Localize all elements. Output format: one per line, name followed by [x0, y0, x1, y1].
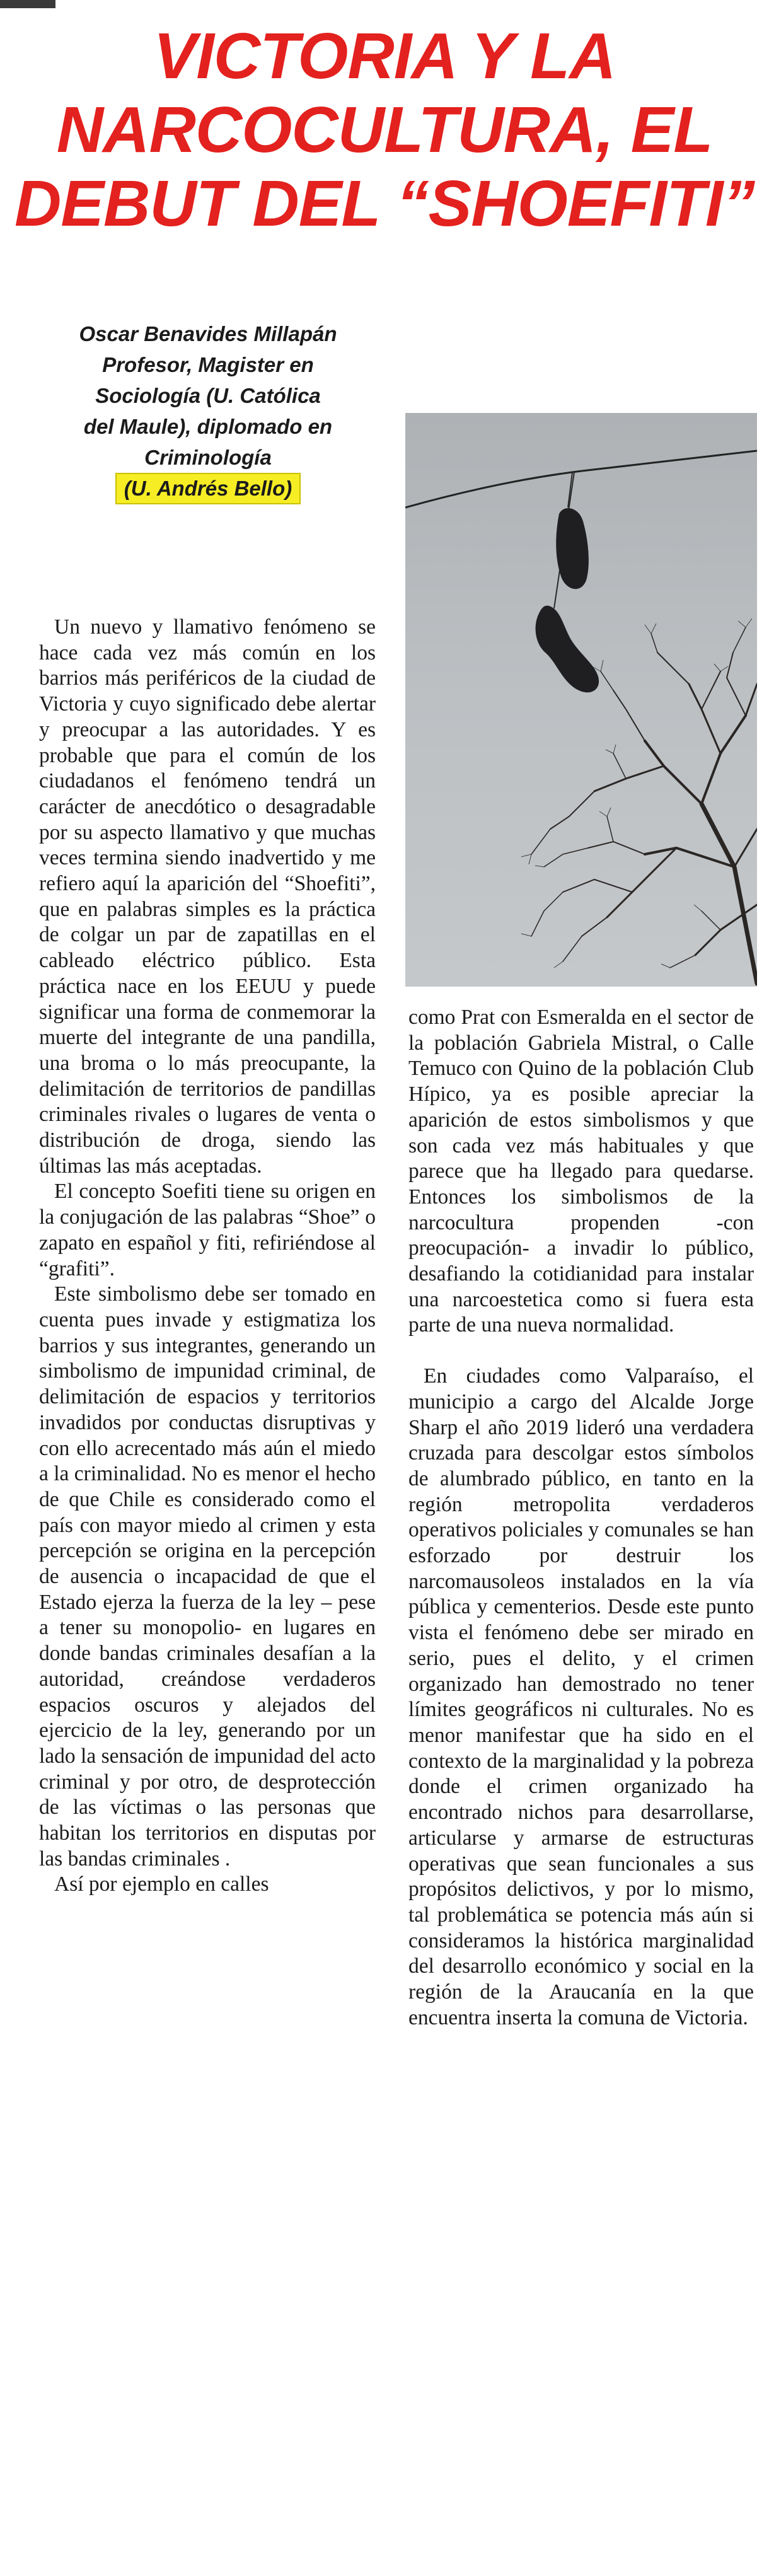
author-title: del Maule), diplomado en [83, 415, 333, 438]
shoes-on-power-line-photo [405, 413, 757, 987]
author-title: Sociología (U. Católica [95, 384, 321, 407]
author-title: Profesor, Magister en [102, 353, 314, 376]
article-column-right [408, 1005, 754, 2031]
article-paragraph: En ciudades como Valparaíso, el municipio a cargo del Alcalde Jorge Sharp el año 2019 lideró una verdadera cruzada para descolgar estos símbolos de alumbrado público, en tanto en la región metropolita verdaderos operativos policiales y comunales se han esforzado por destruir los narcomausoleos instalados en la vía pública y cementerios. Desde este punto vista el fenómeno debe ser mirado en serio, pues el delito, y el crimen organizado han demostrado no tener límites geográficos ni culturales. No es menor manifestar que ha sido en el contexto de la marginalidad y la pobreza donde el crimen organizado ha encontrado nichos para desarrollarse, articularse y armarse de estructuras operativas que sean funcionales a sus propósitos delictivos, y por lo mismo, tal problemática se potencia más aún si consideramos la histórica marginalidad del desarrollo económico y social en la región de la Araucanía en la que encuentra inserta la comuna de Victoria. [408, 1364, 754, 2029]
article-paragraph: Este simbolismo debe ser tomado en cuenta pues invade y estigmatiza los barrios y sus integrantes, generando un simbolismo de impunidad criminal, de delimitación de espacios y territorios invadidos por conductas disruptivas y con ello acrecentado más aún el miedo a la criminalidad. No es menor el hecho de que Chile es considerado como el país con mayor miedo al crimen y esta percepción se origina en la percepción de ausencia o incapacidad de que el Estado ejerza la fuerza de la ley – pese a tener su monopolio- en lugares en donde bandas criminales desafían a la autoridad, creándose verdaderos espacios oscuros y alejados del ejercicio de la ley, generando por un lado la sensación de impunidad del acto criminal y por otro, de desprotección de las víctimas o las personas que habitan los territorios en disputas por las bandas criminales . [39, 1282, 376, 1871]
article-paragraph: El concepto Soefiti tiene su origen en la conjugación de las palabras “Shoe” o zapato en español y fiti, refiriéndose al “grafiti”. [39, 1180, 376, 1280]
headline-line: NARCOCULTURA, EL [56, 93, 713, 166]
author-byline [63, 318, 353, 504]
author-affiliation-highlight: (U. Andrés Bello) [115, 473, 301, 504]
article-paragraph: Así por ejemplo en calles [54, 1872, 269, 1896]
corner-mark [0, 0, 55, 8]
headline [13, 19, 756, 240]
headline-line: DEBUT DEL “SHOEFITI” [14, 167, 755, 240]
headline-line: VICTORIA Y LA [153, 20, 616, 92]
article-paragraph: Un nuevo y llamativo fenómeno se hace cada vez más común en los barrios más periféricos de la ciudad de Victoria y cuyo significado debe alertar y preocupar a las autoridades. Y es probable que para el común de los ciudadanos el fenómeno tendrá un carácter de anecdótico o desagradable por su aspecto llamativo y que muchas veces termina siendo inadvertido y me refiero aquí la aparición del “Shoefiti”, que en palabras simples es la práctica de colgar un par de zapatillas en el cableado eléctrico público. Esta práctica nace en los EEUU y puede significar una forma de conmemorar la muerte del integrante de una pandilla, una broma o lo más preocupante, la delimitación de territorios de pandillas criminales rivales o lugares de venta o distribución de droga, siendo las últimas las más aceptadas. [39, 615, 376, 1178]
author-name: Oscar Benavides Millapán [79, 322, 337, 345]
author-title: Criminología [144, 446, 272, 469]
article-column-left [39, 615, 376, 1898]
article-paragraph: como Prat con Esmeralda en el sector de la población Gabriela Mistral, o Calle Temuco con Quino de la población Club Hípico, ya es posible apreciar la aparición de estos simbolismos y que son cada vez más habituales y que parece que ha llegado para quedarse. Entonces los simbolismos de la narcocultura propenden -con preocupación- a invadir lo público, desafiando la cotidianidad para instalar una narcoestetica como si fuera esta parte de una nueva normalidad. [408, 1006, 754, 1337]
